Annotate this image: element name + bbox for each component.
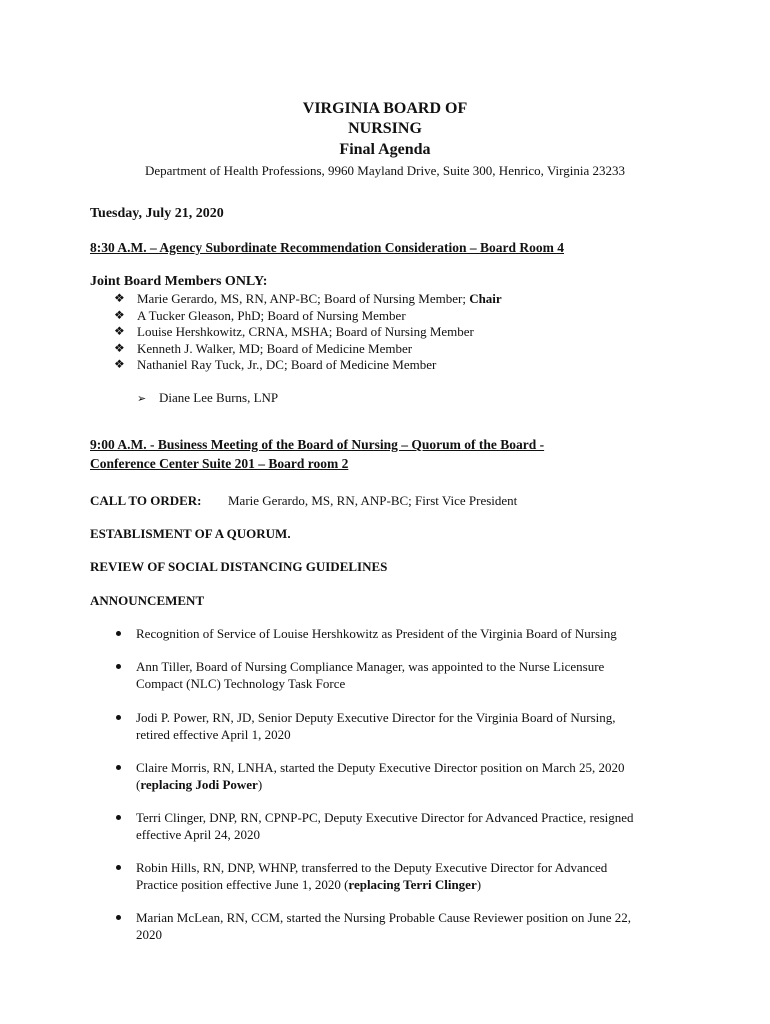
other-attendee bbox=[137, 389, 278, 408]
announcement-line-2: retired effective April 1, 2020 bbox=[136, 727, 291, 742]
member-role: Chair bbox=[469, 291, 502, 306]
announcement-line-2 bbox=[136, 776, 676, 793]
announcement-line-2: Compact (NLC) Technology Task Force bbox=[136, 676, 346, 691]
paren-close: ) bbox=[257, 777, 263, 792]
member-item bbox=[114, 290, 502, 307]
paren-open: ( bbox=[136, 777, 141, 792]
member-text: Louise Hershkowitz, CRNA, MSHA; Board of Nursing Member bbox=[137, 324, 474, 339]
bullet-dot-icon bbox=[116, 815, 121, 820]
arrow-bullet-icon: ➢ bbox=[137, 393, 147, 405]
announcement-item bbox=[116, 859, 676, 893]
bullet-dot-icon bbox=[116, 765, 121, 770]
announcement-line-1: Ann Tiller, Board of Nursing Compliance Manager, was appointed to the Nurse Licensure bbox=[136, 659, 605, 674]
address: Department of Health Professions, 9960 Mayland Drive, Suite 300, Henrico, Virginia 23233 bbox=[144, 163, 626, 178]
title-line-1: VIRGINIA BOARD OF bbox=[302, 100, 468, 117]
announcement-line-1: Claire Morris, RN, LNHA, started the Deputy Executive Director position on March 25, 2020 bbox=[136, 760, 625, 775]
announcement-line-1: Marian McLean, RN, CCM, started the Nursing Probable Cause Reviewer position on June 22, bbox=[136, 910, 631, 925]
replacement-note: replacing Jodi Power bbox=[140, 777, 258, 792]
member-item bbox=[114, 356, 502, 373]
bullet-dot-icon bbox=[116, 664, 121, 669]
announcement-item bbox=[116, 658, 676, 692]
diamond-bullet-icon: ❖ bbox=[114, 307, 125, 322]
announcement-heading: ANNOUNCEMENT bbox=[90, 593, 205, 608]
announcement-item bbox=[116, 759, 676, 793]
diamond-bullet-icon: ❖ bbox=[114, 324, 125, 338]
replacement-note: replacing Terri Clinger bbox=[348, 877, 477, 892]
session2-header-line-1: 9:00 A.M. - Business Meeting of the Board of Nursing – Quorum of the Board - bbox=[90, 437, 545, 452]
announcement-line-2: 2020 bbox=[136, 927, 162, 942]
bullet-dot-icon bbox=[116, 631, 121, 636]
other-attendee-text: Diane Lee Burns, LNP bbox=[159, 390, 279, 405]
session1-header: 8:30 A.M. – Agency Subordinate Recommendation Consideration – Board Room 4 bbox=[90, 240, 565, 255]
diamond-bullet-icon: ❖ bbox=[114, 291, 125, 305]
diamond-bullet-icon: ❖ bbox=[114, 357, 125, 371]
announcement-line-2 bbox=[136, 876, 676, 893]
announcement-line-1: Terri Clinger, DNP, RN, CPNP-PC, Deputy Executive Director for Advanced Practice, resigned bbox=[136, 810, 634, 825]
announcement-line-2: effective April 24, 2020 bbox=[136, 827, 260, 842]
bullet-dot-icon bbox=[116, 915, 121, 920]
joint-board-heading: Joint Board Members ONLY: bbox=[90, 274, 268, 289]
title-line-2: NURSING bbox=[348, 120, 422, 137]
call-to-order-label: CALL TO ORDER: bbox=[90, 493, 202, 508]
member-item bbox=[114, 340, 502, 357]
announcement-item bbox=[116, 909, 676, 943]
announcement-item bbox=[116, 809, 676, 843]
member-text: Nathaniel Ray Tuck, Jr., DC; Board of Medicine Member bbox=[137, 357, 437, 372]
line-text: Practice position effective June 1, 2020 ( bbox=[136, 877, 349, 892]
meeting-date: Tuesday, July 21, 2020 bbox=[90, 206, 224, 221]
member-item bbox=[114, 307, 502, 324]
paren-close: ) bbox=[476, 877, 482, 892]
call-to-order-value: Marie Gerardo, MS, RN, ANP-BC; First Vice President bbox=[228, 493, 518, 508]
announcement-line-1: Recognition of Service of Louise Hershkowitz as President of the Virginia Board of Nursing bbox=[136, 626, 617, 641]
announcement-item bbox=[116, 709, 676, 743]
announcement-line-1: Robin Hills, RN, DNP, WHNP, transferred to the Deputy Executive Director for Advanced bbox=[136, 860, 608, 875]
joint-board-members bbox=[114, 290, 502, 373]
member-item bbox=[114, 323, 502, 340]
bullet-dot-icon bbox=[116, 865, 121, 870]
session2-header-line-2: Conference Center Suite 201 – Board room 2 bbox=[90, 456, 349, 471]
member-text: A Tucker Gleason, PhD; Board of Nursing Member bbox=[137, 307, 406, 323]
quorum-heading: ESTABLISMENT OF A QUORUM. bbox=[90, 526, 291, 541]
member-text: Kenneth J. Walker, MD; Board of Medicine Member bbox=[137, 340, 413, 356]
bullet-dot-icon bbox=[116, 715, 121, 720]
announcement-line-1: Jodi P. Power, RN, JD, Senior Deputy Executive Director for the Virginia Board of Nursing, bbox=[136, 710, 616, 725]
announcement-item bbox=[116, 625, 676, 642]
member-text: Marie Gerardo, MS, RN, ANP-BC; Board of Nursing Member; bbox=[137, 291, 470, 306]
call-to-order bbox=[90, 492, 517, 509]
title-line-3: Final Agenda bbox=[339, 141, 431, 158]
diamond-bullet-icon: ❖ bbox=[114, 340, 125, 355]
distancing-heading: REVIEW OF SOCIAL DISTANCING GUIDELINES bbox=[90, 559, 388, 574]
